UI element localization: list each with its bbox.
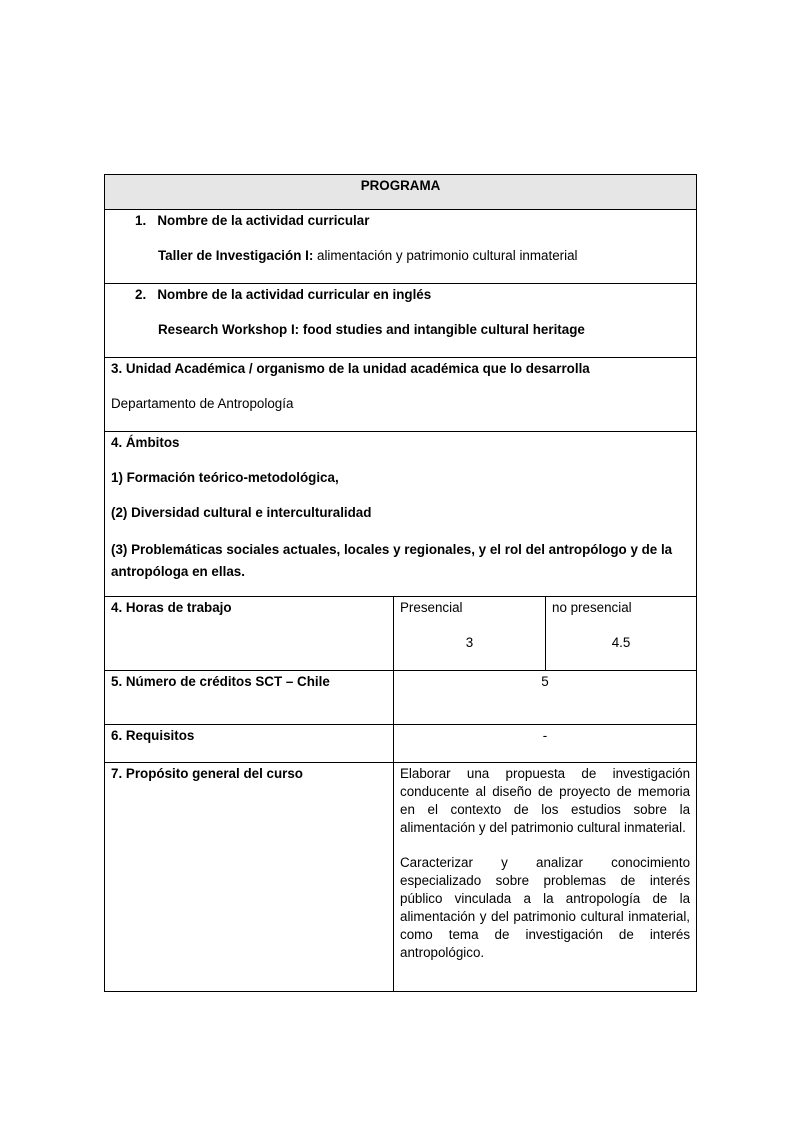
section-purpose	[105, 763, 697, 992]
purpose-content	[394, 763, 697, 992]
table-header: PROGRAMA	[105, 175, 697, 210]
requirements-title: 6. Requisitos	[105, 725, 394, 763]
hours-presencial	[394, 597, 546, 671]
hours-title: 4. Horas de trabajo	[105, 597, 394, 671]
credits-value: 5	[394, 671, 697, 725]
section-credits	[105, 671, 697, 725]
activity-name-value: Taller de Investigación I: alimentación y patrimonio cultural inmaterial	[158, 248, 578, 263]
section-activity-name-english	[105, 284, 697, 358]
purpose-title: 7. Propósito general del curso	[105, 763, 394, 992]
program-table	[104, 174, 697, 992]
credits-title: 5. Número de créditos SCT – Chile	[105, 671, 394, 725]
section-ambitos	[105, 432, 697, 597]
hours-no-presencial	[546, 597, 697, 671]
ambito-item: (3) Problemáticas sociales actuales, locales y regionales, y el rol del antropólogo y de la antropóloga en ellas.	[111, 542, 673, 579]
section-title: 2. Nombre de la actividad curricular en inglés	[135, 287, 432, 302]
requirements-value: -	[394, 725, 697, 763]
ambito-item: 1) Formación teórico-metodológica,	[111, 470, 339, 485]
purpose-paragraph: Elaborar una propuesta de investigación conducente al diseño de proyecto de memoria en el contexto de los estudios sobre la alimentación y del patrimonio cultural inmaterial.	[400, 766, 691, 835]
no-presencial-label: no presencial	[552, 600, 632, 615]
activity-name-english-value: Research Workshop I: food studies and intangible cultural heritage	[158, 322, 585, 337]
section-activity-name	[105, 210, 697, 284]
section-title: 3. Unidad Académica / organismo de la unidad académica que lo desarrolla	[111, 361, 590, 376]
section-requirements	[105, 725, 697, 763]
section-title: 1. Nombre de la actividad curricular	[135, 213, 370, 228]
presencial-label: Presencial	[400, 600, 463, 615]
presencial-value: 3	[465, 635, 474, 650]
purpose-paragraph: Caracterizar y analizar conocimiento especializado sobre problemas de interés público vinculada a la antropología de la alimentación y del patrimonio cultural inmaterial, como tema de investigación de interés antropológico.	[400, 855, 691, 960]
section-academic-unit	[105, 358, 697, 432]
academic-unit-value: Departamento de Antropología	[111, 396, 294, 411]
no-presencial-value: 4.5	[611, 635, 631, 650]
section-title: 4. Ámbitos	[111, 435, 180, 450]
program-document	[104, 174, 696, 992]
ambito-item: (2) Diversidad cultural e interculturalidad	[111, 505, 372, 520]
section-hours	[105, 597, 697, 671]
